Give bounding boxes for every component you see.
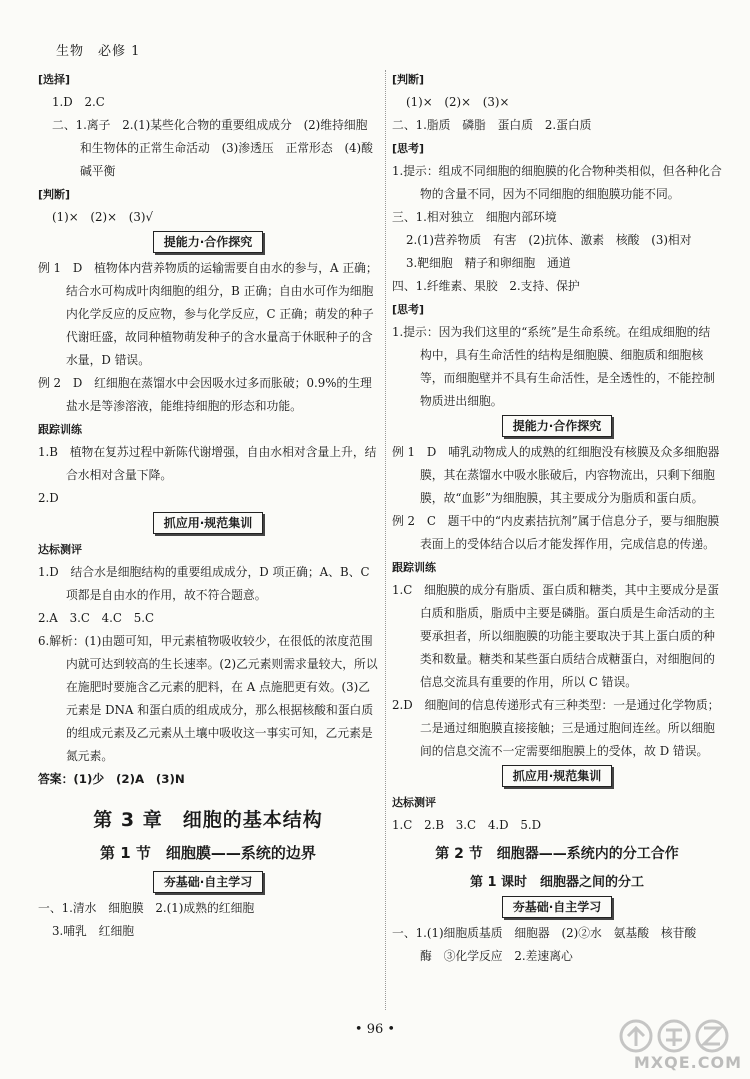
section-banner: 提能力·合作探究 [153, 231, 264, 253]
example-answer: 例 2 C 题干中的“内皮素拮抗剂”属于信息分子，要与细胞膜表面上的受体结合以后才能发挥作用，完成信息的传递。 [392, 514, 720, 551]
answer-line: 1.C 细胞膜的成分有脂质、蛋白质和糖类，其中主要成分是蛋白质和脂质，脂质中主要是磷脂。蛋白质是生命活动的主要承担者，所以细胞膜的功能主要取决于其上蛋白质的种类和数量。糖类和某些蛋白质结合成糖蛋白，对细胞间的信息交流具有重要的作用，所以 C 错误。 [392, 583, 720, 689]
example-answer: 例 2 D 红细胞在蒸馏水中会因吸水过多而胀破；0.9%的生理盐水是等渗溶液，能维持细胞的形态和功能。 [38, 376, 372, 413]
answer-line: 一、1.(1)细胞质基质 细胞器 (2)②水 氨基酸 核苷酸 [392, 926, 697, 940]
section-label: [思考] [392, 303, 425, 316]
answer-line: 3.靶细胞 精子和卵细胞 通道 [406, 256, 571, 270]
answer-line: (1)× (2)× (3)× [406, 95, 510, 109]
answer-line: 1.提示：因为我们这里的“系统”是生命系统。在组成细胞的结构中，具有生命活性的结构是细胞膜、细胞质和细胞核等，而细胞壁并不具有生命活性，是全透性的，不能控制物质进出细胞。 [392, 325, 715, 408]
section-banner: 抓应用·规范集训 [502, 765, 613, 787]
section-label: [判断] [392, 73, 425, 86]
answer-line: 2.A 3.C 4.C 5.C [38, 611, 155, 625]
section-label: [判断] [38, 188, 71, 201]
example-answer: 例 1 D 植物体内营养物质的运输需要自由水的参与，A 正确；结合水可构成叶肉细胞的组分，B 正确；自由水可作为细胞内化学反应的反应物，参与化学反应，C 正确；萌发的种子代谢旺盛，故同种植物萌发种子的含水量高于休眠种子的含水量，D 错误。 [38, 261, 378, 367]
page-number: • 96 • [354, 1022, 396, 1037]
section-label: [选择] [38, 73, 71, 86]
answer-line: 四、1.纤维素、果胶 2.支持、保护 [392, 279, 580, 293]
answer-line: 1.提示：组成不同细胞的细胞膜的化合物种类相似，但各种化合物的含量不同，因为不同细胞的细胞膜功能不同。 [392, 164, 722, 201]
section-banner: 夯基础·自主学习 [502, 896, 613, 918]
answer-line: 二、1.离子 2.(1)某些化合物的重要组成成分 (2)维持细胞和生物体的正常生命活动 (3)渗透压 正常形态 (4)酸碱平衡 [52, 118, 373, 178]
watermark-logo-icon [612, 1016, 742, 1056]
chapter-title: 第 3 章 细胞的基本结构 [93, 809, 323, 831]
section-label: 跟踪训练 [38, 423, 82, 436]
section-label: 跟踪训练 [392, 561, 436, 574]
answer-line: 6.解析：(1)由题可知，甲元素植物吸收较少，在很低的浓度范围内就可达到较高的生长速率。(2)乙元素则需求量较大，所以在施肥时要施含乙元素的肥料，在 A 点施肥更有效。(3)乙元素是 DNA 和蛋白质的组成成分，那么根据核酸和蛋白质的组成元素及乙元素从土壤中吸收这一事实可知，乙元素是氮元素。 [38, 634, 378, 763]
watermark-text: MXQE.COM [633, 1053, 742, 1072]
answer-line: 2.D 细胞间的信息传递形式有三种类型：一是通过化学物质；二是通过细胞膜直接接触；三是通过胞间连丝。所以细胞间的信息交流不一定需要细胞膜上的受体，故 D 错误。 [392, 698, 720, 758]
section-title: 第 1 节 细胞膜——系统的边界 [100, 844, 316, 862]
answer-line: 三、1.相对独立 细胞内部环境 [392, 210, 557, 224]
section-banner: 夯基础·自主学习 [153, 871, 264, 893]
answer-line: 2.(1)营养物质 有害 (2)抗体、激素 核酸 (3)相对 [406, 233, 692, 247]
page-header: 生物 必修 1 [56, 44, 141, 59]
answer-line: 酶 ③化学反应 2.差速离心 [420, 949, 573, 963]
example-answer: 例 1 D 哺乳动物成人的成熟的红细胞没有核膜及众多细胞器膜，其在蒸馏水中吸水胀破后，内容物流出，只剩下细胞膜，故“血影”为细胞膜，其主要成分为脂质和蛋白质。 [392, 445, 720, 505]
section-label: [思考] [392, 142, 425, 155]
answer-line: 一、1.清水 细胞膜 2.(1)成熟的红细胞 [38, 901, 255, 915]
answer-line: 1.D 结合水是细胞结构的重要组成成分，D 项正确；A、B、C 项都是自由水的作用，故不符合题意。 [38, 565, 370, 602]
answer-line: 3.哺乳 红细胞 [52, 924, 135, 938]
answer-summary: 答案：(1)少 (2)A (3)N [38, 772, 185, 786]
answer-line: 1.D 2.C [52, 95, 105, 109]
section-title: 第 2 节 细胞器——系统内的分工合作 [435, 846, 679, 862]
answer-line: 二、1.脂质 磷脂 蛋白质 2.蛋白质 [392, 118, 592, 132]
answer-line: (1)× (2)× (3)√ [52, 210, 154, 224]
column-divider [385, 70, 386, 1010]
section-label: 达标测评 [392, 796, 436, 809]
left-column [38, 68, 378, 943]
watermark [612, 1016, 742, 1074]
answer-line: 1.B 植物在复苏过程中新陈代谢增强，自由水相对含量上升，结合水相对含量下降。 [38, 445, 377, 482]
answer-line: 2.D [38, 491, 59, 505]
right-column [392, 68, 722, 968]
section-banner: 提能力·合作探究 [502, 415, 613, 437]
lesson-title: 第 1 课时 细胞器之间的分工 [469, 875, 645, 890]
answer-line: 1.C 2.B 3.C 4.D 5.D [392, 818, 542, 832]
section-banner: 抓应用·规范集训 [153, 512, 264, 534]
section-label: 达标测评 [38, 543, 82, 556]
